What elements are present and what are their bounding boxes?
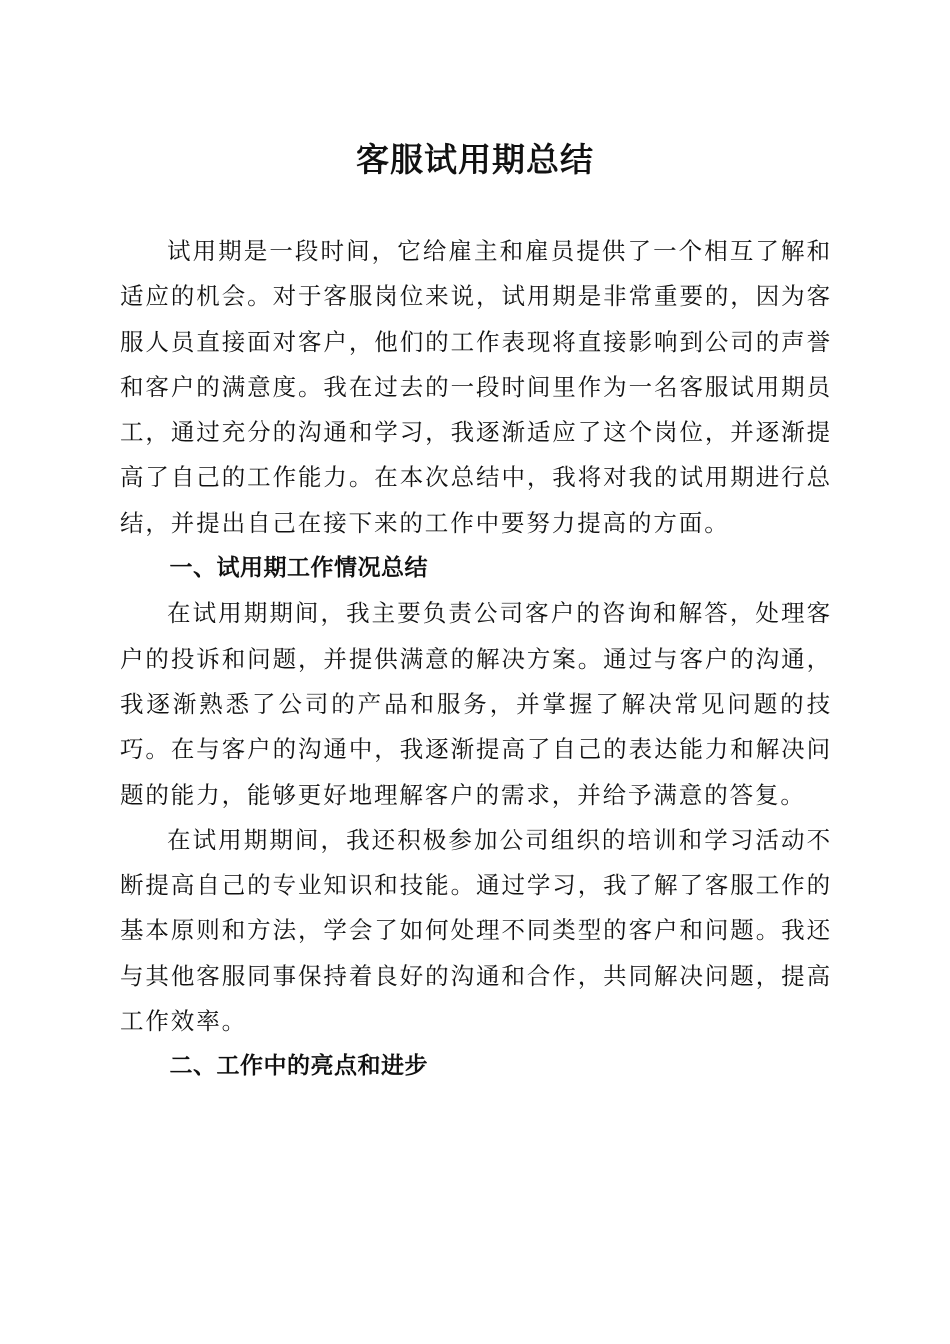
section1-paragraph-1: 在试用期期间，我主要负责公司客户的咨询和解答，处理客户的投诉和问题，并提供满意的解决方案。通过与客户的沟通，我逐渐熟悉了公司的产品和服务，并掌握了解决常见问题的技巧。在与客户的沟通中，我逐渐提高了自己的表达能力和解决问题的能力，能够更好地理解客户的需求，并给予满意的答复。 [120,599,832,809]
document-body [120,229,832,1090]
document-title: 客服试用期总结 [356,140,594,179]
intro-paragraph: 试用期是一段时间，它给雇主和雇员提供了一个相互了解和适应的机会。对于客服岗位来说，试用期是非常重要的，因为客服人员直接面对客户，他们的工作表现将直接影响到公司的声誉和客户的满意度。我在过去的一段时间里作为一名客服试用期员工，通过充分的沟通和学习，我逐渐适应了这个岗位，并逐渐提高了自己的工作能力。在本次总结中，我将对我的试用期进行总结，并提出自己在接下来的工作中要努力提高的方面。 [120,237,832,537]
section-heading-2: 二、工作中的亮点和进步 [169,1053,428,1080]
section1-paragraph-2: 在试用期期间，我还积极参加公司组织的培训和学习活动不断提高自己的专业知识和技能。通过学习，我了解了客服工作的基本原则和方法，学会了如何处理不同类型的客户和问题。我还与其他客服同事保持着良好的沟通和合作，共同解决问题，提高工作效率。 [120,825,832,1036]
section-heading-1: 一、试用期工作情况总结 [169,555,428,582]
